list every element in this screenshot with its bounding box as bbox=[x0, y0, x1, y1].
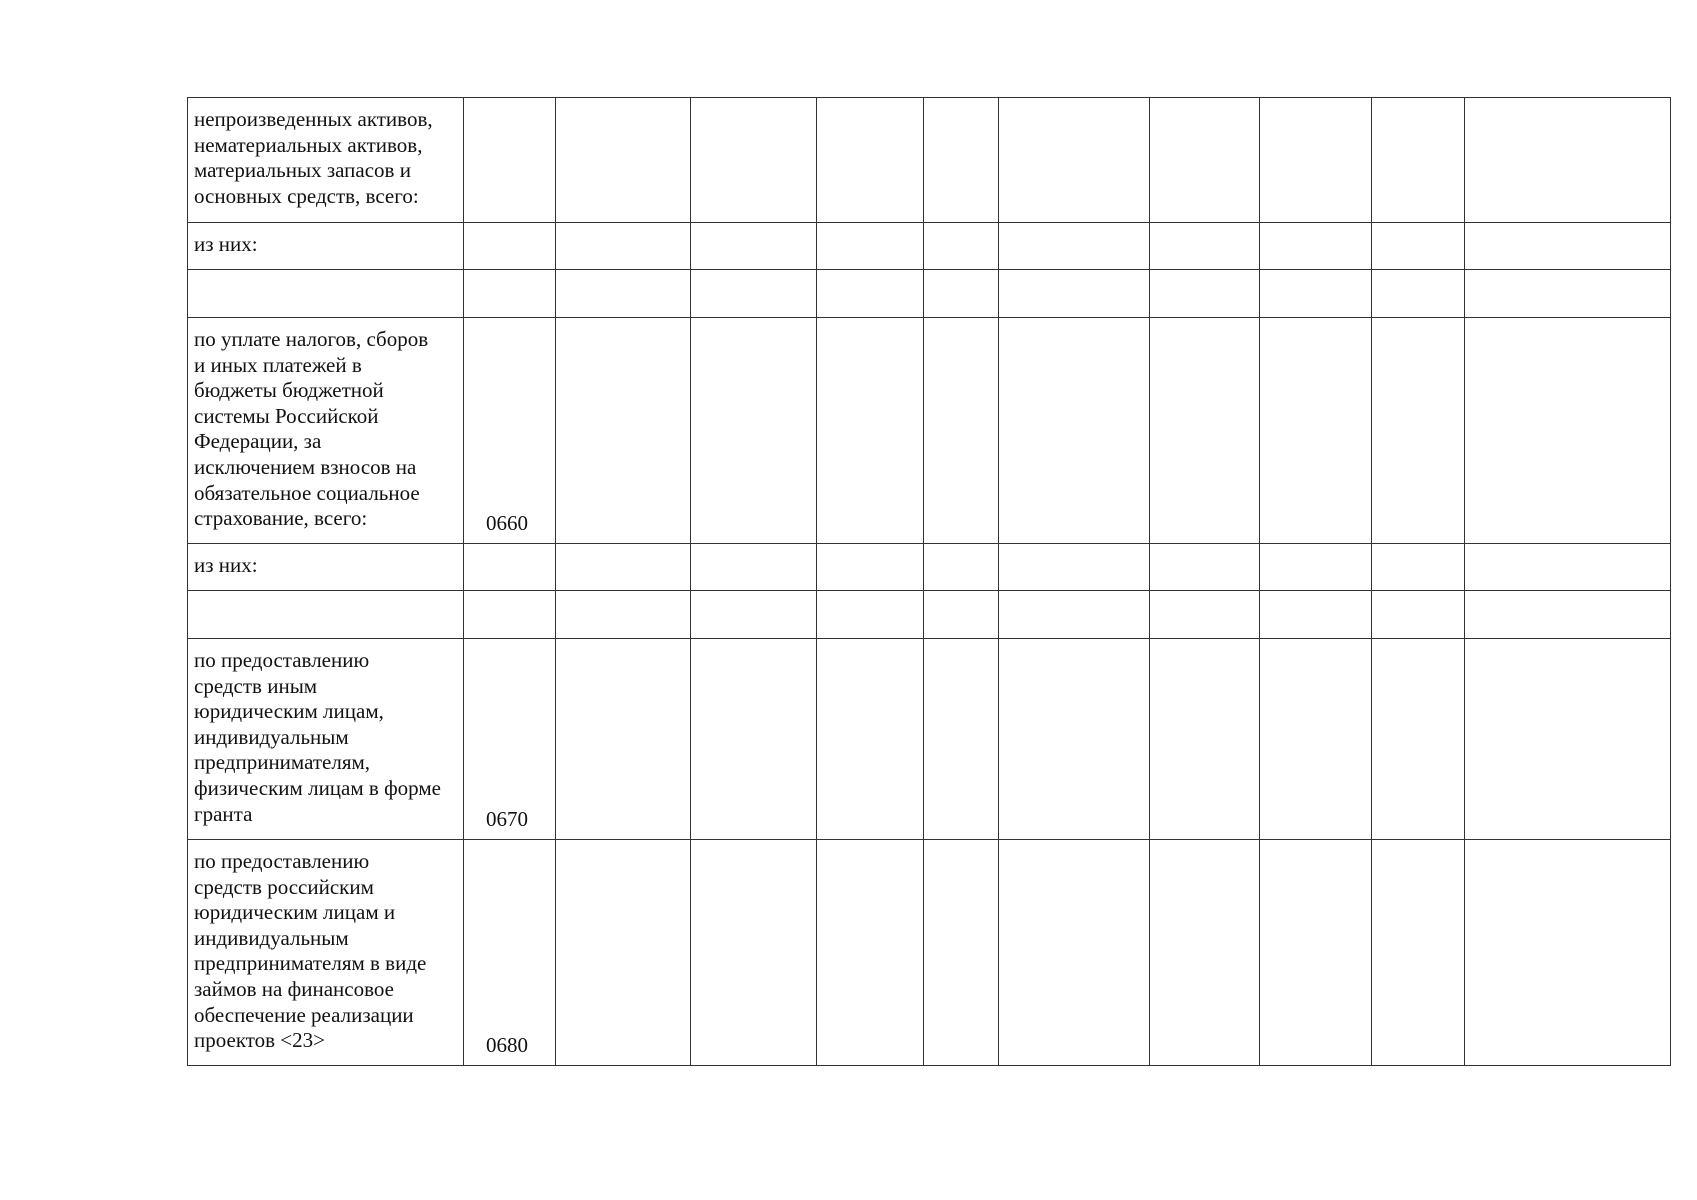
value-cell bbox=[999, 223, 1150, 270]
value-cell bbox=[1260, 318, 1372, 544]
value-cell bbox=[1150, 270, 1260, 318]
value-cell bbox=[1260, 223, 1372, 270]
row-code: 0680 bbox=[486, 1033, 528, 1058]
value-cell bbox=[999, 270, 1150, 318]
value-cell bbox=[1260, 544, 1372, 591]
value-cell bbox=[924, 544, 999, 591]
row-name-line: средств российским bbox=[194, 874, 374, 899]
value-cell bbox=[1150, 544, 1260, 591]
value-cell bbox=[817, 591, 924, 639]
value-cell bbox=[1372, 544, 1465, 591]
value-cell bbox=[1465, 591, 1671, 639]
value-cell bbox=[556, 98, 691, 223]
value-cell bbox=[1465, 840, 1671, 1066]
value-cell bbox=[817, 98, 924, 223]
row-name-cell bbox=[188, 98, 464, 223]
value-cell bbox=[556, 840, 691, 1066]
row-code-cell bbox=[464, 840, 556, 1066]
table-row bbox=[188, 544, 1671, 591]
value-cell bbox=[1150, 840, 1260, 1066]
value-cell bbox=[924, 223, 999, 270]
value-cell bbox=[1260, 591, 1372, 639]
table-row bbox=[188, 270, 1671, 318]
value-cell bbox=[556, 544, 691, 591]
table-row bbox=[188, 98, 1671, 223]
row-code-cell bbox=[464, 270, 556, 318]
value-cell bbox=[1372, 591, 1465, 639]
value-cell bbox=[999, 591, 1150, 639]
row-code: 0670 bbox=[486, 807, 528, 832]
value-cell bbox=[556, 270, 691, 318]
value-cell bbox=[999, 639, 1150, 840]
row-name-line: из них: bbox=[194, 232, 258, 256]
value-cell bbox=[817, 544, 924, 591]
value-cell bbox=[1260, 270, 1372, 318]
value-cell bbox=[1260, 639, 1372, 840]
value-cell bbox=[556, 318, 691, 544]
row-name-line: по предоставлению bbox=[194, 849, 370, 873]
row-code-cell bbox=[464, 639, 556, 840]
value-cell bbox=[924, 318, 999, 544]
row-name-line: гранта bbox=[194, 801, 253, 826]
value-cell bbox=[1150, 318, 1260, 544]
value-cell bbox=[999, 98, 1150, 223]
value-cell bbox=[924, 270, 999, 318]
table-row bbox=[188, 318, 1671, 544]
table-row bbox=[188, 639, 1671, 840]
row-name-line: обеспечение реализации bbox=[194, 1002, 414, 1027]
row-name-line: нематериальных активов, bbox=[194, 132, 423, 157]
value-cell bbox=[1465, 544, 1671, 591]
value-cell bbox=[691, 639, 817, 840]
row-name-line: системы Российской bbox=[194, 403, 379, 428]
row-code-cell bbox=[464, 591, 556, 639]
row-name-line: юридическим лицам и bbox=[194, 900, 396, 925]
value-cell bbox=[924, 840, 999, 1066]
table-body bbox=[188, 98, 1671, 1066]
value-cell bbox=[1372, 318, 1465, 544]
value-cell bbox=[1372, 98, 1465, 223]
value-cell bbox=[1465, 223, 1671, 270]
row-name-cell bbox=[188, 318, 464, 544]
value-cell bbox=[691, 840, 817, 1066]
value-cell bbox=[556, 223, 691, 270]
row-code-cell bbox=[464, 318, 556, 544]
value-cell bbox=[1465, 98, 1671, 223]
value-cell bbox=[817, 639, 924, 840]
row-name-line: индивидуальным bbox=[194, 925, 349, 950]
value-cell bbox=[1372, 840, 1465, 1066]
value-cell bbox=[1372, 639, 1465, 840]
row-name-line: материальных запасов и bbox=[194, 158, 411, 183]
value-cell bbox=[1260, 840, 1372, 1066]
row-name-line: средств иным bbox=[194, 673, 318, 698]
value-cell bbox=[691, 270, 817, 318]
value-cell bbox=[999, 840, 1150, 1066]
row-code-cell bbox=[464, 544, 556, 591]
value-cell bbox=[817, 270, 924, 318]
row-name-line: по уплате налогов, сборов bbox=[194, 327, 429, 351]
row-name-line: индивидуальным bbox=[194, 724, 349, 749]
value-cell bbox=[556, 591, 691, 639]
row-name-line: страхование, всего: bbox=[194, 506, 368, 531]
row-name-line: предпринимателям, bbox=[194, 750, 371, 775]
row-name-line: из них: bbox=[194, 553, 258, 577]
row-name-line: и иных платежей в bbox=[194, 352, 362, 377]
value-cell bbox=[1150, 639, 1260, 840]
row-name-line: Федерации, за bbox=[194, 429, 322, 454]
value-cell bbox=[691, 591, 817, 639]
row-name-cell bbox=[188, 639, 464, 840]
value-cell bbox=[691, 223, 817, 270]
row-name-line: физическим лицам в форме bbox=[194, 775, 441, 800]
row-code: 0660 bbox=[486, 511, 528, 536]
value-cell bbox=[1150, 223, 1260, 270]
row-name-line: бюджеты бюджетной bbox=[194, 378, 384, 403]
row-code-cell bbox=[464, 98, 556, 223]
value-cell bbox=[817, 318, 924, 544]
value-cell bbox=[691, 544, 817, 591]
row-name-line: предпринимателям в виде bbox=[194, 951, 427, 976]
financial-report-table bbox=[187, 97, 1671, 1066]
value-cell bbox=[924, 639, 999, 840]
value-cell bbox=[691, 318, 817, 544]
value-cell bbox=[691, 98, 817, 223]
value-cell bbox=[1465, 270, 1671, 318]
value-cell bbox=[1372, 223, 1465, 270]
value-cell bbox=[817, 840, 924, 1066]
value-cell bbox=[817, 223, 924, 270]
value-cell bbox=[1465, 318, 1671, 544]
row-name-line: непроизведенных активов, bbox=[194, 107, 433, 131]
value-cell bbox=[1150, 98, 1260, 223]
table-row bbox=[188, 840, 1671, 1066]
value-cell bbox=[999, 318, 1150, 544]
row-name-cell bbox=[188, 544, 464, 591]
value-cell bbox=[556, 639, 691, 840]
row-name-line: займов на финансовое bbox=[194, 976, 394, 1001]
value-cell bbox=[1372, 270, 1465, 318]
row-name-line: исключением взносов на bbox=[194, 454, 417, 479]
row-code-cell bbox=[464, 223, 556, 270]
row-name-line: по предоставлению bbox=[194, 648, 370, 672]
value-cell bbox=[924, 98, 999, 223]
value-cell bbox=[1260, 98, 1372, 223]
table-row bbox=[188, 591, 1671, 639]
value-cell bbox=[999, 544, 1150, 591]
row-name-line: проектов <23> bbox=[194, 1028, 325, 1053]
row-name-line: основных средств, всего: bbox=[194, 183, 419, 208]
row-name-line: обязательное социальное bbox=[194, 480, 420, 505]
value-cell bbox=[924, 591, 999, 639]
row-name-cell bbox=[188, 270, 464, 318]
value-cell bbox=[1465, 639, 1671, 840]
row-name-cell bbox=[188, 591, 464, 639]
value-cell bbox=[1150, 591, 1260, 639]
row-name-line: юридическим лицам, bbox=[194, 699, 384, 724]
row-name-cell bbox=[188, 840, 464, 1066]
row-name-cell bbox=[188, 223, 464, 270]
table-row bbox=[188, 223, 1671, 270]
